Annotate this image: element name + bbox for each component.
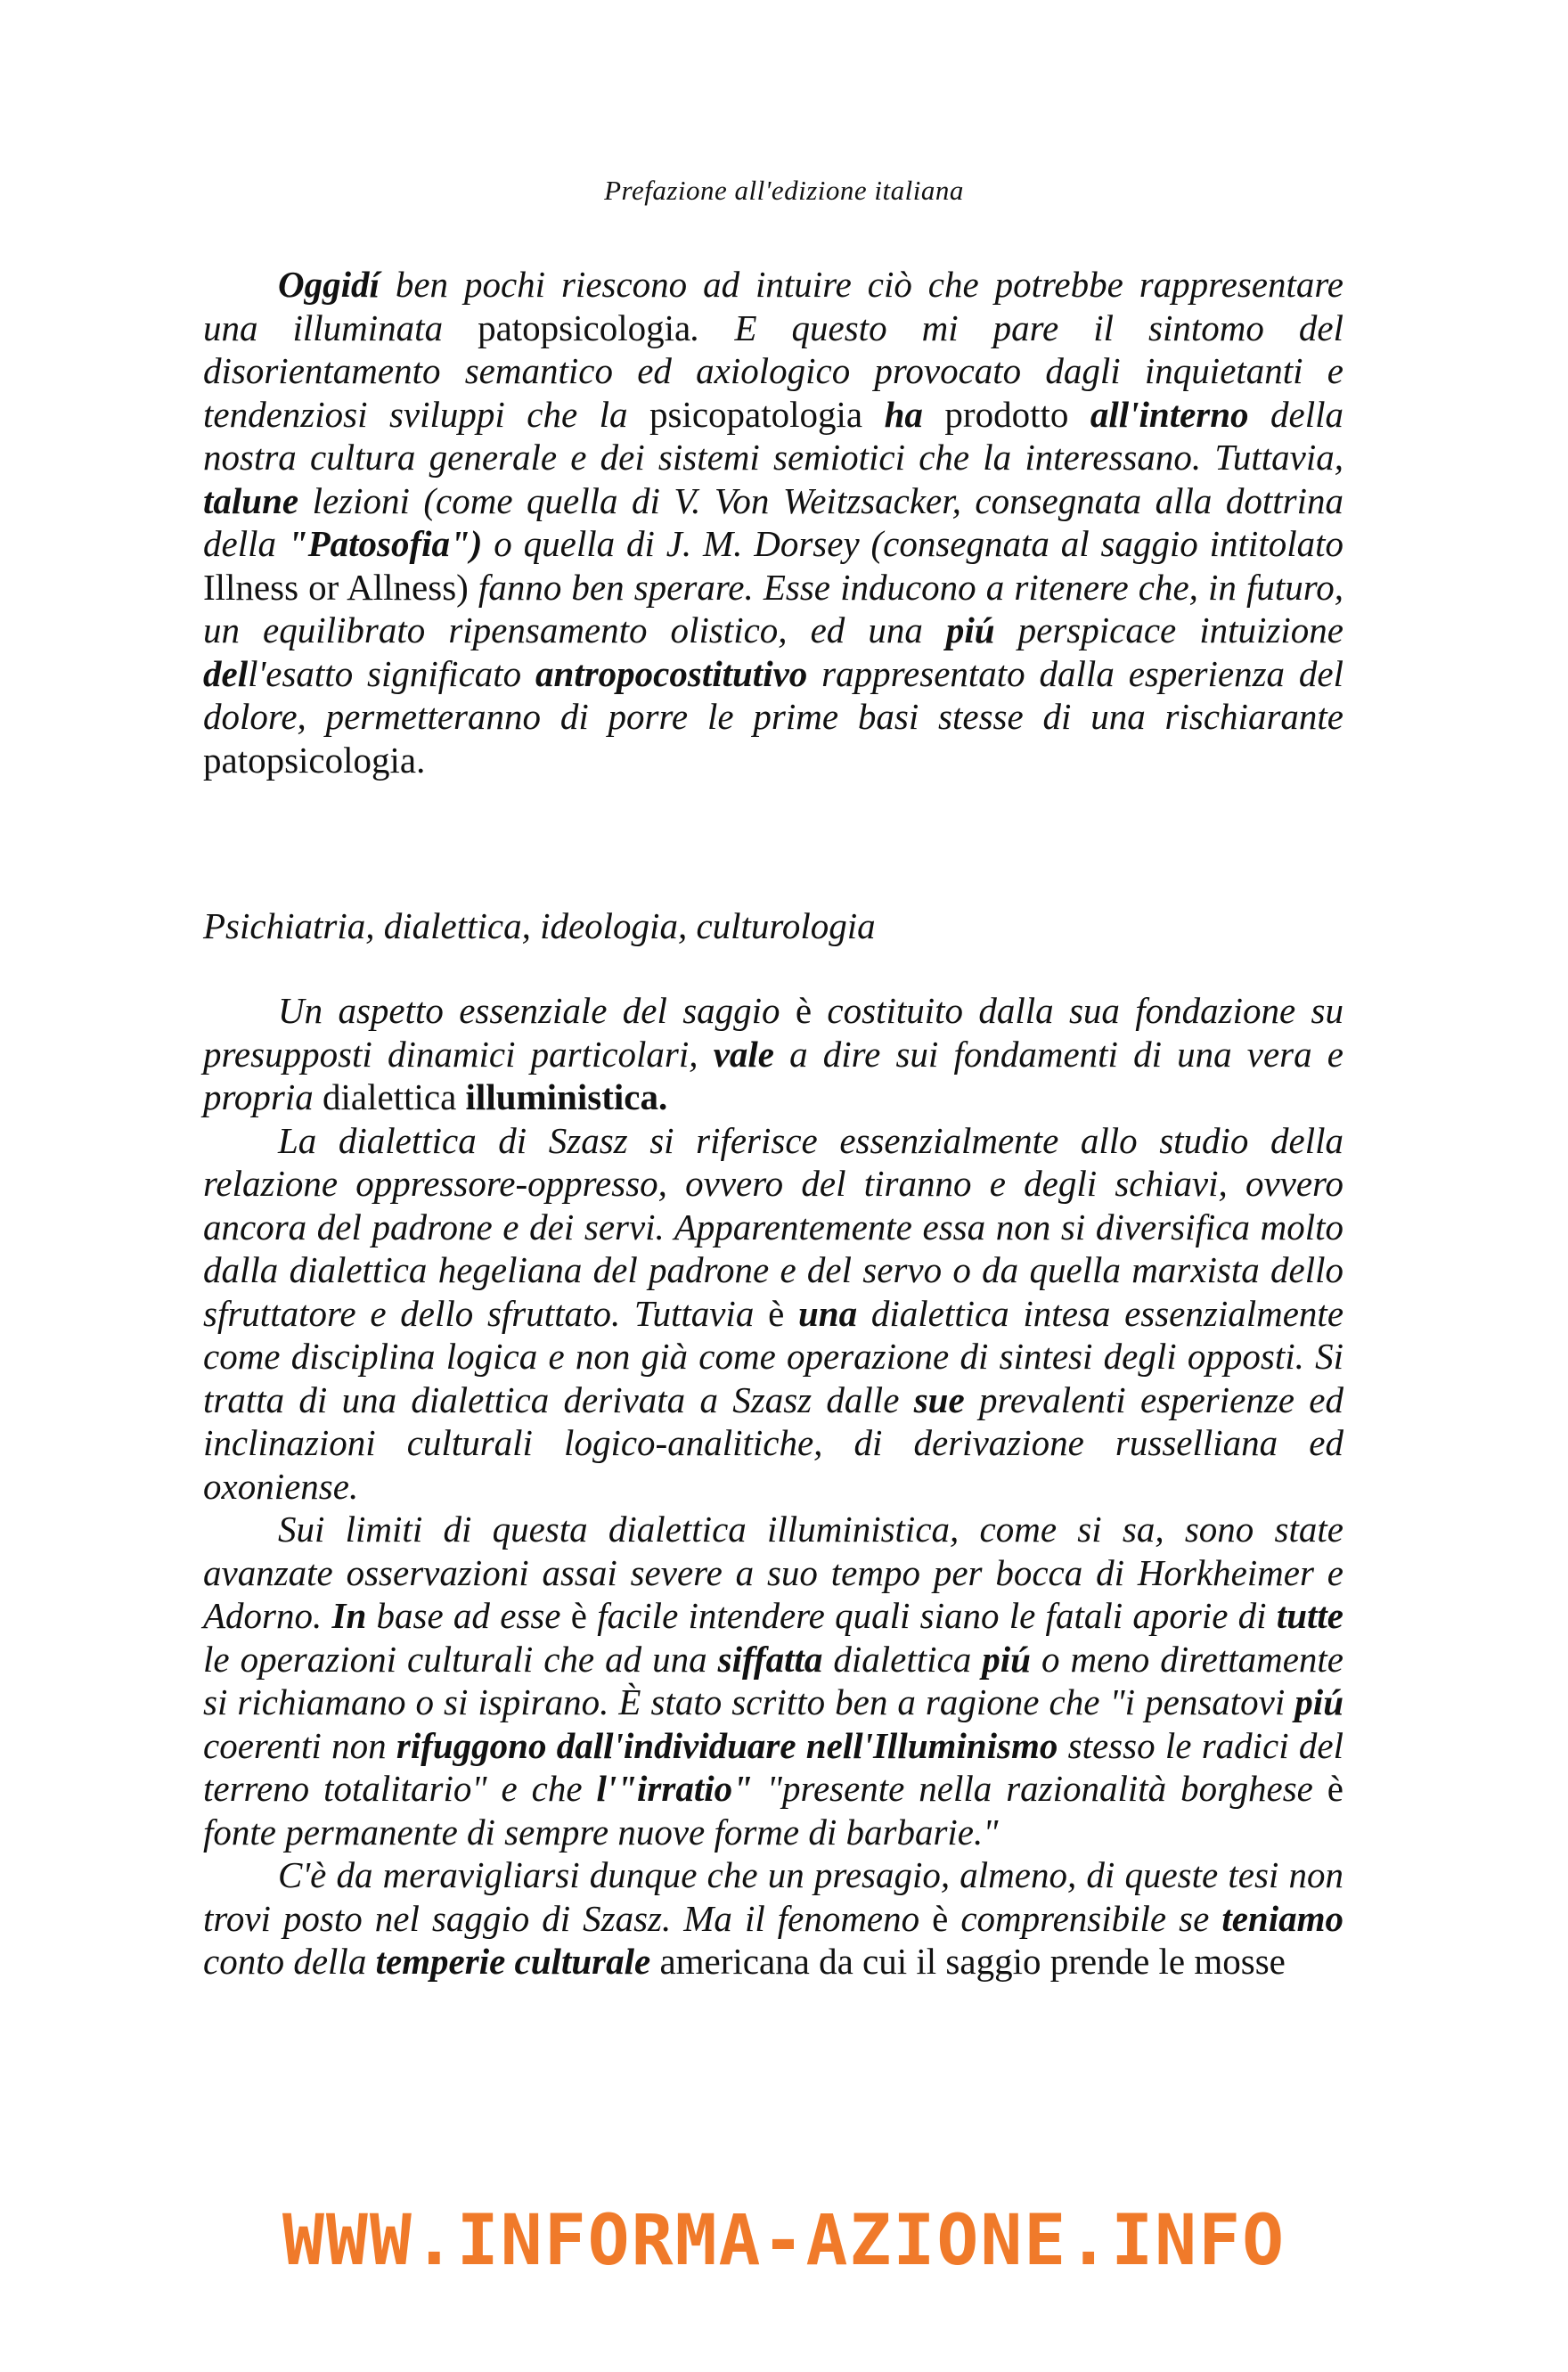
text-span: o quella di J. M. Dorsey (consegnata al saggio intitolato (482, 523, 1343, 564)
text-span: patopsicologia (478, 307, 691, 348)
text-span: è (768, 1292, 785, 1334)
text-span: dialettica intesa essenzialmente come disciplina logica e non già come operazione di sintesi degli opposti. Si tratta di una dialettica derivata a Szasz dalle (203, 1292, 1344, 1420)
text-span: C'è da meravigliarsi dunque che un presagio, almeno, di queste tesi non trovi posto nel saggio di Szasz. Ma il fenomeno (203, 1854, 1343, 1939)
text-span: lezioni (come quella di V. Von Weitzsacker, consegnata alla dottrina della (203, 479, 1343, 564)
text-span: l'"irratio" (596, 1768, 753, 1809)
text-span: psicopatologia (649, 393, 863, 435)
text-span: stesso le radici del terreno totalitario" e che (203, 1724, 1343, 1809)
text-span: antropocostitutivo (535, 652, 808, 694)
paragraph-dialectic-2 (203, 1119, 1343, 1509)
text-span: le operazioni culturali che ad una (203, 1638, 718, 1680)
text-span: illuministica. (465, 1076, 668, 1117)
text-span (784, 1293, 798, 1334)
text-span: dialettica (822, 1638, 983, 1680)
text-span: rappresentato dalla esperienza del dolore, permetteranno di porre le prime basi stesse di una rischiarante (203, 652, 1343, 737)
text-span: coerenti non (203, 1724, 396, 1766)
text-span: talune (203, 479, 299, 521)
text-span: base ad esse (366, 1595, 571, 1636)
text-span: La dialettica di Szasz si riferisce essenzialmente allo studio della relazione oppressore-oppresso, ovvero del tiranno e degli schiavi, ovvero ancora del padrone e dei servi. Apparentemente essa non si diversifica molto dalla dialettica hegeliana del padrone e del servo o da quella marxista dello sfruttatore e dello sfruttato. Tuttavia (203, 1119, 1343, 1334)
text-span: è (570, 1595, 587, 1636)
text-span: dialettica (323, 1076, 457, 1117)
text-span: fonte permanente di sempre nuove forme di barbarie." (203, 1811, 999, 1853)
text-span: fanno ben sperare. Esse inducono a ritenere che, in futuro, un equilibrato ripensamento olistico, ed una (203, 566, 1343, 650)
text-span (862, 394, 884, 435)
text-span: all'interno (1090, 393, 1249, 435)
text-span (456, 1076, 465, 1117)
text-span: è (932, 1897, 949, 1939)
text-span: Oggidí (278, 264, 380, 305)
text-span: o meno direttamente si richiamano o si ispirano. È stato scritto ben a ragione che "i pensatovi (203, 1638, 1343, 1722)
intro-text-block (203, 263, 1343, 781)
paragraph-dialectic-1 (203, 989, 1343, 1119)
text-span: è (795, 990, 813, 1031)
text-span: del (203, 652, 249, 694)
text-span: prevalenti esperienze ed inclinazioni culturali logico-analitiche, di derivazione russelliana ed oxoniense. (203, 1378, 1343, 1507)
running-header: Prefazione all'edizione italiana (604, 175, 964, 206)
text-span: teniamo (1221, 1897, 1343, 1939)
text-span: facile intendere quali siano le fatali aporie di (586, 1595, 1277, 1636)
text-span: In (331, 1595, 367, 1636)
watermark-link[interactable]: WWW.INFORMA-AZIONE.INFO (282, 2201, 1286, 2281)
text-span: vale (713, 1033, 774, 1075)
text-span: piú (1294, 1681, 1343, 1722)
text-span: piú (945, 609, 995, 650)
text-span: . E questo mi pare il sintomo del disorientamento semantico ed axiologico provocato dagli inquietanti e tendenziosi sviluppi che la (203, 307, 1343, 435)
text-span: americana da cui il saggio prende le mosse (650, 1941, 1286, 1982)
paragraph-intro (203, 263, 1343, 781)
text-span: ben pochi riescono ad intuire ciò che potrebbe rappresentare una illuminata (203, 264, 1343, 348)
text-span: sue (913, 1378, 965, 1420)
text-span: Un aspetto essenziale del saggio (278, 990, 796, 1031)
text-span: "presente nella razionalità borghese (752, 1768, 1327, 1809)
text-span: a dire sui fondamenti di una vera e propria (203, 1033, 1343, 1117)
paragraph-dialectic-3 (203, 1508, 1343, 1853)
text-span: rifuggono dall'individuare nell'Illuminismo (396, 1724, 1058, 1766)
text-span: patopsicologia. (203, 739, 426, 781)
text-span: Illness or Allness) (203, 566, 469, 608)
text-span: ha (884, 393, 923, 435)
text-span: è (1327, 1768, 1343, 1809)
text-span: della nostra cultura generale e dei sistemi semiotici che la interessano. Tuttavia, (203, 393, 1344, 478)
text-span: "Patosofia") (287, 523, 483, 564)
section-heading: Psichiatria, dialettica, ideologia, culturologia (203, 905, 876, 946)
text-span: l'esatto significato (248, 652, 536, 694)
text-span: temperie culturale (375, 1941, 651, 1982)
text-span: piú (982, 1638, 1031, 1680)
text-span: Sui limiti di questa dialettica illuministica, come si sa, sono state avanzate osservazioni assai severe a suo tempo per bocca di Horkheimer e Adorno. (203, 1509, 1343, 1636)
text-span: perspicace intuizione (994, 609, 1343, 650)
text-span: tutte (1276, 1595, 1343, 1636)
text-span: comprensibile se (948, 1897, 1222, 1939)
dialectic-text-block (203, 989, 1343, 1983)
text-span: prodotto (922, 393, 1090, 435)
text-span: costituito dalla sua fondazione su presupposti dinamici particolari, (203, 990, 1343, 1075)
text-span: siffatta (717, 1638, 823, 1680)
text-span: conto della (203, 1941, 376, 1982)
text-span: una (798, 1292, 858, 1334)
paragraph-dialectic-4 (203, 1853, 1343, 1983)
